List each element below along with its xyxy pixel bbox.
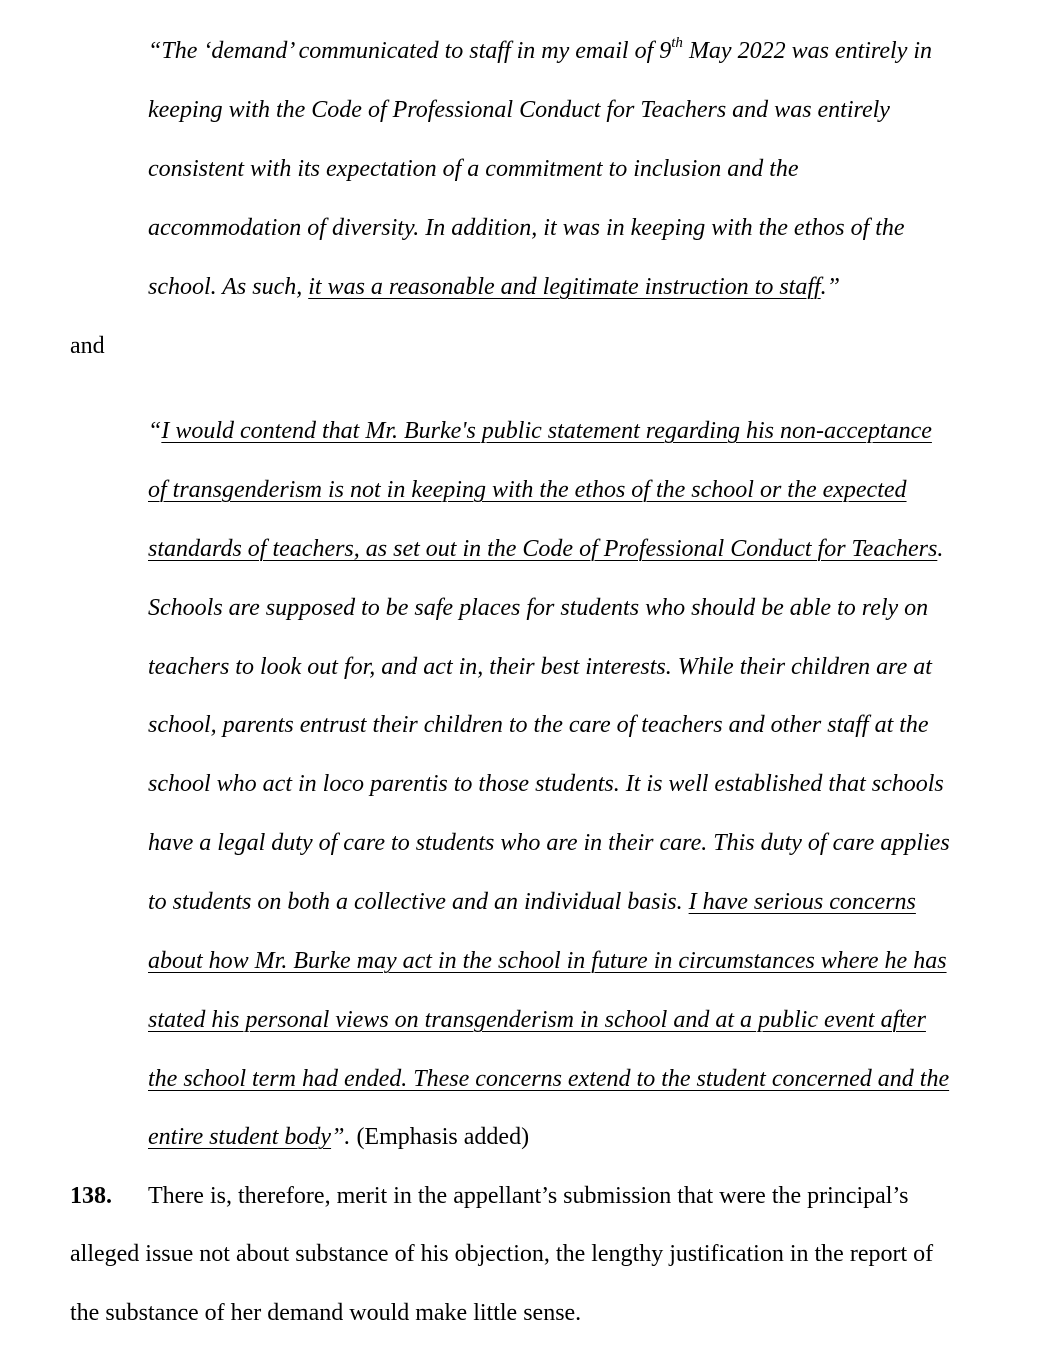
quote1-line-1: [148, 36, 932, 66]
quote2-line-5: teachers to look out for, and act in, their best interests. While their children are at: [148, 654, 932, 680]
quote2-line-2: of transgenderism is not in keeping with the ethos of the school or the expected: [148, 477, 907, 503]
quote1-closing: .”: [820, 274, 841, 300]
quote2-emphasis-3: standards of teachers, as set out in the Code of Professional Conduct for Teachers: [148, 536, 938, 562]
quote1-line-5: [148, 272, 840, 302]
quote2-line-9-text: to students on both a collective and an individual basis.: [148, 889, 689, 915]
quote2-line-3-period: .: [937, 536, 944, 562]
quote2-line-13: [148, 1122, 529, 1152]
quote2-line-7: school who act in loco parentis to those students. It is well established that schools: [148, 771, 944, 797]
quote2-emphasis-13: entire student body: [148, 1124, 332, 1150]
quote2-line-9: [148, 887, 916, 917]
ordinal-suffix: th: [671, 35, 683, 51]
quote2-line-6: school, parents entrust their children to the care of teachers and other staff at the: [148, 712, 929, 738]
para138-line-1: [70, 1181, 112, 1211]
para138-line-1-text: There is, therefore, merit in the appellant’s submission that were the principal’s: [148, 1183, 909, 1209]
quote1-emphasis: it was a reasonable and legitimate instruction to staff: [308, 274, 821, 300]
quote2-line-11: stated his personal views on transgenderism in school and at a public event after: [148, 1007, 926, 1033]
quote2-closing: ”.: [331, 1124, 351, 1150]
quote1-line-2: keeping with the Code of Professional Conduct for Teachers and was entirely: [148, 97, 890, 123]
quote1-line-1-text: “The ‘demand’ communicated to staff in my email of 9: [148, 38, 672, 64]
connector-and: and: [70, 333, 105, 359]
quote2-line-8: have a legal duty of care to students who are in their care. This duty of care applies: [148, 830, 950, 856]
quote2-line-10: about how Mr. Burke may act in the school in future in circumstances where he has: [148, 948, 947, 974]
quote2-line-1: [148, 416, 932, 446]
quote2-line-3: [148, 534, 943, 564]
emphasis-added-note: (Emphasis added): [350, 1124, 530, 1150]
paragraph-number: 138.: [70, 1183, 112, 1209]
quote2-open-quote: “: [148, 418, 162, 444]
quote1-line-4: accommodation of diversity. In addition, it was in keeping with the ethos of the: [148, 215, 905, 241]
quote2-emphasis-9: I have serious concerns: [688, 889, 916, 915]
quote2-line-12: the school term had ended. These concerns extend to the student concerned and the: [148, 1066, 950, 1092]
para138-line-3: the substance of her demand would make little sense.: [70, 1300, 582, 1326]
quote1-line-3: consistent with its expectation of a commitment to inclusion and the: [148, 156, 799, 182]
para138-line-2: alleged issue not about substance of his objection, the lengthy justification in the report of: [70, 1241, 934, 1267]
quote2-line-4: Schools are supposed to be safe places for students who should be able to rely on: [148, 595, 929, 621]
quote2-emphasis-1: I would contend that Mr. Burke's public statement regarding his non-acceptance: [161, 418, 932, 444]
quote1-line-5-text: school. As such,: [148, 274, 309, 300]
quote1-line-1-text-end: May 2022 was entirely in: [682, 38, 933, 64]
